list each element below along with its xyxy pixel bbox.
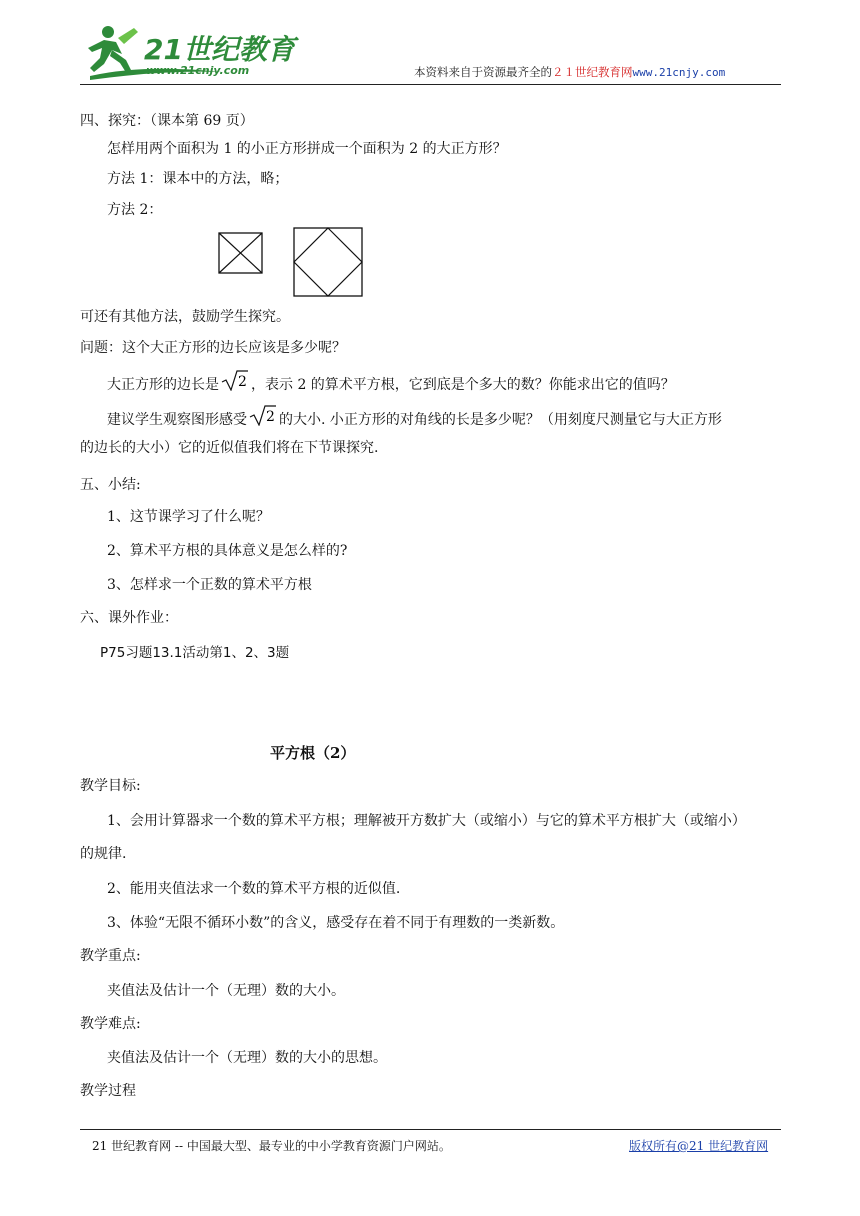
paragraph-observe-cont: 的边长的大小）它的近似值我们将在下节课探究.	[80, 440, 379, 456]
goal-1-cont: 的规律.	[80, 846, 127, 862]
section4-question: 怎样用两个面积为 1 的小正方形拼成一个面积为 2 的大正方形？	[107, 141, 507, 157]
large-square-rotated-figure	[293, 227, 363, 297]
section5-title: 五、小结:	[80, 477, 141, 493]
p2-after: 的大小. 小正方形的对角线的长是多少呢？（用刻度尺测量它与大正方形	[279, 412, 722, 428]
p1-after: ，表示 2 的算术平方根，它到底是个多大的数？你能求出它的值吗？	[251, 377, 675, 393]
key-point: 夹值法及估计一个（无理）数的大小。	[107, 983, 345, 999]
paragraph-observe	[107, 404, 722, 430]
p1-before: 大正方形的边长是	[107, 377, 219, 393]
sqrt-2-symbol	[249, 404, 277, 430]
sqrt-icon	[221, 369, 249, 391]
difficulty-label: 教学难点:	[80, 1016, 141, 1032]
paragraph-side-length	[107, 369, 675, 395]
footer-divider	[80, 1129, 781, 1130]
logo-text: 21世纪教育	[144, 33, 295, 66]
sqrt-radicand: 2	[238, 374, 247, 390]
method1: 方法 1：课本中的方法，略；	[107, 171, 289, 187]
header-note-brand: ２１世纪教育网	[552, 65, 633, 79]
summary-item: 3、怎样求一个正数的算术平方根	[107, 577, 312, 593]
sqrt-radicand: 2	[266, 409, 275, 425]
homework: P75习题13.1活动第1、2、3题	[100, 645, 290, 661]
key-label: 教学重点:	[80, 948, 141, 964]
header-divider	[80, 84, 781, 85]
goals-label: 教学目标:	[80, 778, 141, 794]
problem: 问题：这个大正方形的边长应该是多少呢？	[80, 340, 346, 356]
summary-item: 2、算术平方根的具体意义是怎么样的?	[107, 543, 348, 559]
header-note-prefix: 本资料来自于资源最齐全的	[414, 65, 552, 79]
process-label: 教学过程	[80, 1083, 136, 1099]
goal-1: 1、会用计算器求一个数的算术平方根；理解被开方数扩大（或缩小）与它的算术平方根扩大（或缩小）	[107, 813, 746, 829]
header-note	[414, 64, 725, 80]
section4-title: 四、探究：（课本第 69 页）	[80, 113, 254, 129]
logo-url: www.21cnjy.com	[146, 64, 250, 77]
sqrt-2-symbol	[221, 369, 249, 395]
small-square-diagonals-figure	[218, 232, 264, 274]
difficulty-point: 夹值法及估计一个（无理）数的大小的思想。	[107, 1050, 387, 1066]
header-note-url[interactable]: www.21cnjy.com	[632, 66, 726, 79]
sqrt-icon	[249, 404, 277, 426]
other-methods: 可还有其他方法，鼓励学生探究。	[80, 309, 290, 325]
summary-item: 1、这节课学习了什么呢？	[107, 509, 270, 525]
p2-before: 建议学生观察图形感受	[107, 412, 247, 428]
method2: 方法 2：	[107, 202, 163, 218]
footer-copyright-link[interactable]: 版权所有@21 世纪教育网	[629, 1139, 769, 1153]
goal-2: 2、能用夹值法求一个数的算术平方根的近似值.	[107, 881, 401, 897]
lesson2-title: 平方根（2）	[270, 744, 356, 762]
site-logo	[82, 20, 295, 82]
goal-3: 3、体验“无限不循环小数”的含义，感受存在着不同于有理数的一类新数。	[107, 915, 565, 931]
footer-tagline: 21 世纪教育网 -- 中国最大型、最专业的中小学教育资源门户网站。	[92, 1139, 451, 1153]
section6-title: 六、课外作业：	[80, 610, 178, 626]
